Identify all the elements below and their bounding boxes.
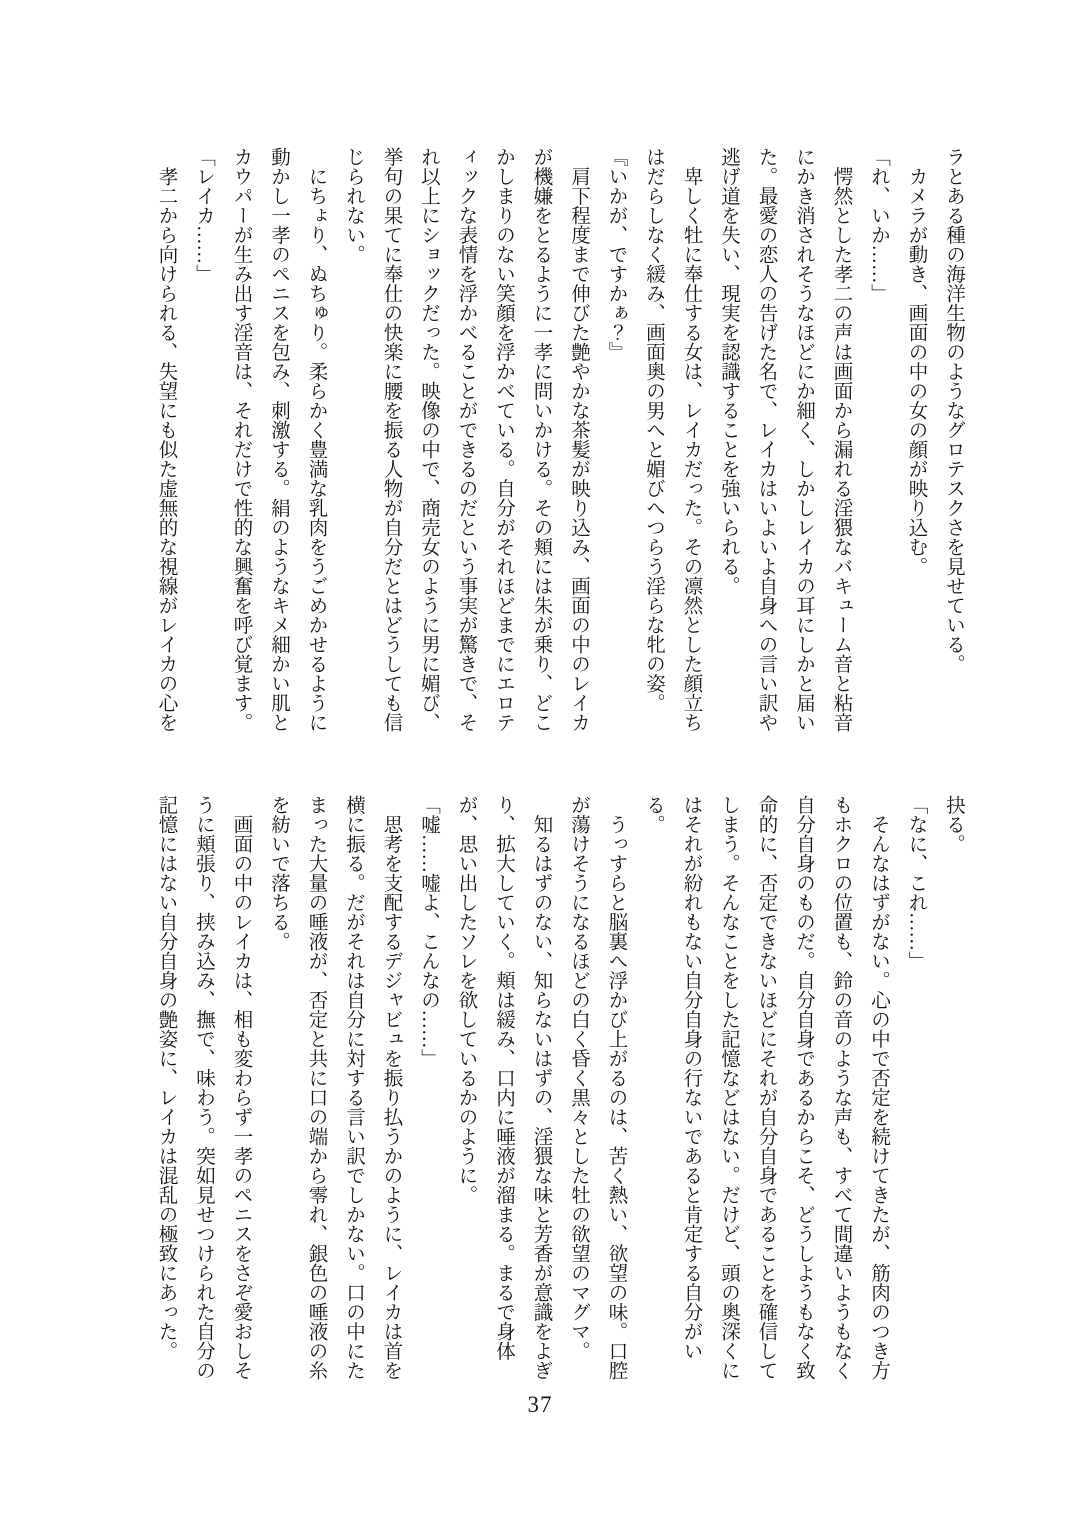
text-column: 孝二から向けられる、失望にも似た虚無的な視線がレイカの心を — [155, 147, 177, 732]
text-column: にかき消されそうなほどにか細く、しかしレイカの耳にしかと届い — [793, 147, 814, 732]
text-column: 逃げ道を失い、現実を認識することを強いられる。 — [718, 147, 739, 596]
text-column: れ以上にショックだった。映像の中で、商売女のように男に媚び、 — [418, 147, 439, 732]
text-column: 挙句の果てに奉仕の快楽に腰を振る人物が自分だとはどうしても信 — [380, 147, 402, 732]
text-column: る。 — [643, 795, 664, 834]
text-column: そんなはずがない。心の中で否定を続けてきたが、筋肉のつき方 — [868, 795, 889, 1380]
text-column: 「れ、いか……」 — [868, 147, 889, 303]
text-column: もホクロの位置も、鈴の音のような声も、すべて間違いようもなく — [830, 795, 852, 1380]
text-column: にちょり、ぬちゅり。柔らかく豊満な乳肉をうごめかせるように — [305, 147, 327, 732]
text-column: 思考を支配するデジャビュを振り払うかのように、レイカは首を — [380, 795, 402, 1380]
text-block-top — [147, 147, 972, 747]
text-column: カメラが動き、画面の中の女の顔が映り込む。 — [905, 147, 927, 576]
text-column: た。最愛の恋人の告げた名で、レイカはいよいよ自身への言い訳や — [755, 147, 777, 732]
text-column: はだらしなく緩み、画面奥の男へと媚びへつらう淫らな牝の姿。 — [643, 147, 664, 713]
text-column: ィックな表情を浮かべることができるのだという事実が驚きで、そ — [455, 147, 477, 732]
text-column: 「レイカ……」 — [193, 147, 214, 284]
text-column: 記憶にはない自分自身の艶姿に、レイカは混乱の極致にあった。 — [155, 795, 177, 1361]
text-column: 「なに、これ……」 — [905, 795, 927, 971]
text-column: かしまりのない笑顔を浮かべている。自分がそれほどまでにエロテ — [493, 147, 514, 732]
page-number: 37 — [527, 1392, 553, 1417]
text-column: 横に振る。だがそれは自分に対する言い訳でしかない。口の中にた — [343, 795, 364, 1380]
text-column: 自分自身のものだ。自分自身であるからこそ、どうしようもなく致 — [793, 795, 814, 1380]
text-column: うに頬張り、挟み込み、撫で、味わう。突如見せつけられた自分の — [193, 795, 214, 1380]
text-column: 動かし一孝のペニスを包み、刺激する。絹のようなキメ細かい肌と — [268, 147, 289, 732]
text-column: 命的に、否定できないほどにそれが自分自身であることを確信して — [755, 795, 777, 1380]
text-column: 抉る。 — [943, 795, 964, 854]
text-column: 「嘘……嘘よ、こんなの……」 — [418, 795, 439, 1068]
text-column: 卑しく牡に奉仕する女は、レイカだった。その凛然とした顔立ち — [680, 147, 702, 732]
text-column: まった大量の唾液が、否定と共に口の端から零れ、銀色の唾液の糸 — [305, 795, 327, 1380]
text-block-bottom — [147, 795, 972, 1395]
text-column: り、拡大していく。頬は緩み、口内に唾液が溜まる。まるで身体 — [493, 795, 514, 1361]
text-column: しまう。そんなことをした記憶などはない。だけど、頭の奥深くに — [718, 795, 739, 1380]
text-column: 肩下程度まで伸びた艶やかな茶髪が映り込み、画面の中のレイカ — [568, 147, 589, 732]
text-column: が蕩けそうになるほどの白く昏く黒々とした牡の欲望のマグマ。 — [568, 795, 589, 1361]
text-column: 『いかが、ですかぁ？』 — [605, 147, 627, 362]
text-column: はそれが紛れもない自分自身の行ないであると肯定する自分がい — [680, 795, 702, 1361]
text-column: を紡いで落ちる。 — [268, 795, 289, 951]
text-column: ラとある種の海洋生物のようなグロテスクさを見せている。 — [943, 147, 964, 674]
text-column: カウパーが生み出す淫音は、それだけで性的な興奮を呼び覚ます。 — [230, 147, 252, 732]
text-column: うっすらと脳裏へ浮かび上がるのは、苦く熱い、欲望の味。口腔 — [605, 795, 627, 1380]
text-column: が、思い出したソレを欲しているかのように。 — [455, 795, 477, 1205]
text-column: 知るはずのない、知らないはずの、淫猥な味と芳香が意識をよぎ — [530, 795, 552, 1380]
text-column: じられない。 — [343, 147, 364, 264]
text-column: が機嫌をとるように一孝に問いかける。その頬には朱が乗り、どこ — [530, 147, 552, 732]
text-column: 画面の中のレイカは、相も変わらず一孝のペニスをさぞ愛おしそ — [230, 795, 252, 1380]
text-column: 愕然とした孝二の声は画面から漏れる淫猥なバキューム音と粘音 — [830, 147, 852, 732]
